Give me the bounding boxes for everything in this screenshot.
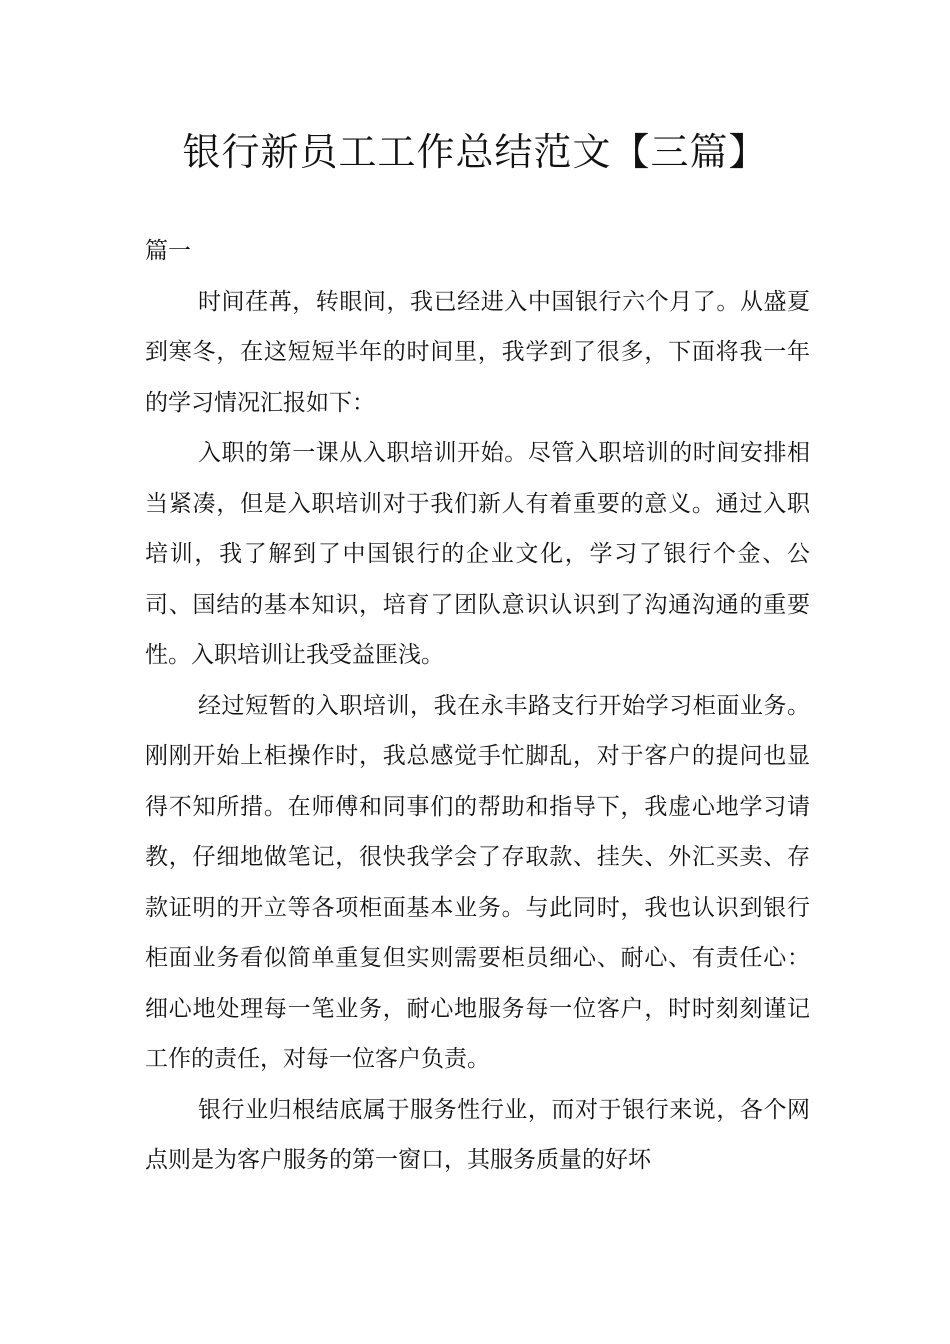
- paragraph-2: 入职的第一课从入职培训开始。尽管入职培训的时间安排相当紧凑，但是入职培训对于我们新人有着重要的意义。通过入职培训，我了解到了中国银行的企业文化，学习了银行个金、公司、国结的基本知识，培育了团队意识认识到了沟通沟通的重要性。入职培训让我受益匪浅。: [145, 440, 810, 668]
- section-label: 篇一: [145, 238, 191, 264]
- paragraph-3: 经过短暂的入职培训，我在永丰路支行开始学习柜面业务。刚刚开始上柜操作时，我总感觉手忙脚乱，对于客户的提问也显得不知所措。在师傅和同事们的帮助和指导下，我虚心地学习请教，仔细地做笔记，很快我学会了存取款、挂失、外汇买卖、存款证明的开立等各项柜面基本业务。与此同时，我也认识到银行柜面业务看似简单重复但实则需要柜员细心、耐心、有责任心：细心地处理每一笔业务，耐心地服务每一位客户，时时刻刻谨记工作的责任，对每一位客户负责。: [145, 692, 810, 1072]
- paragraph-4: 银行业归根结底属于服务性行业，而对于银行来说，各个网点则是为客户服务的第一窗口，其服务质量的好坏: [145, 1096, 810, 1173]
- document-body: [145, 226, 810, 1186]
- document-title: 银行新员工工作总结范文【三篇】: [182, 130, 768, 174]
- paragraph-1: 时间荏苒，转眼间，我已经进入中国银行六个月了。从盛夏到寒冬，在这短短半年的时间里，我学到了很多，下面将我一年的学习情况汇报如下：: [145, 288, 810, 416]
